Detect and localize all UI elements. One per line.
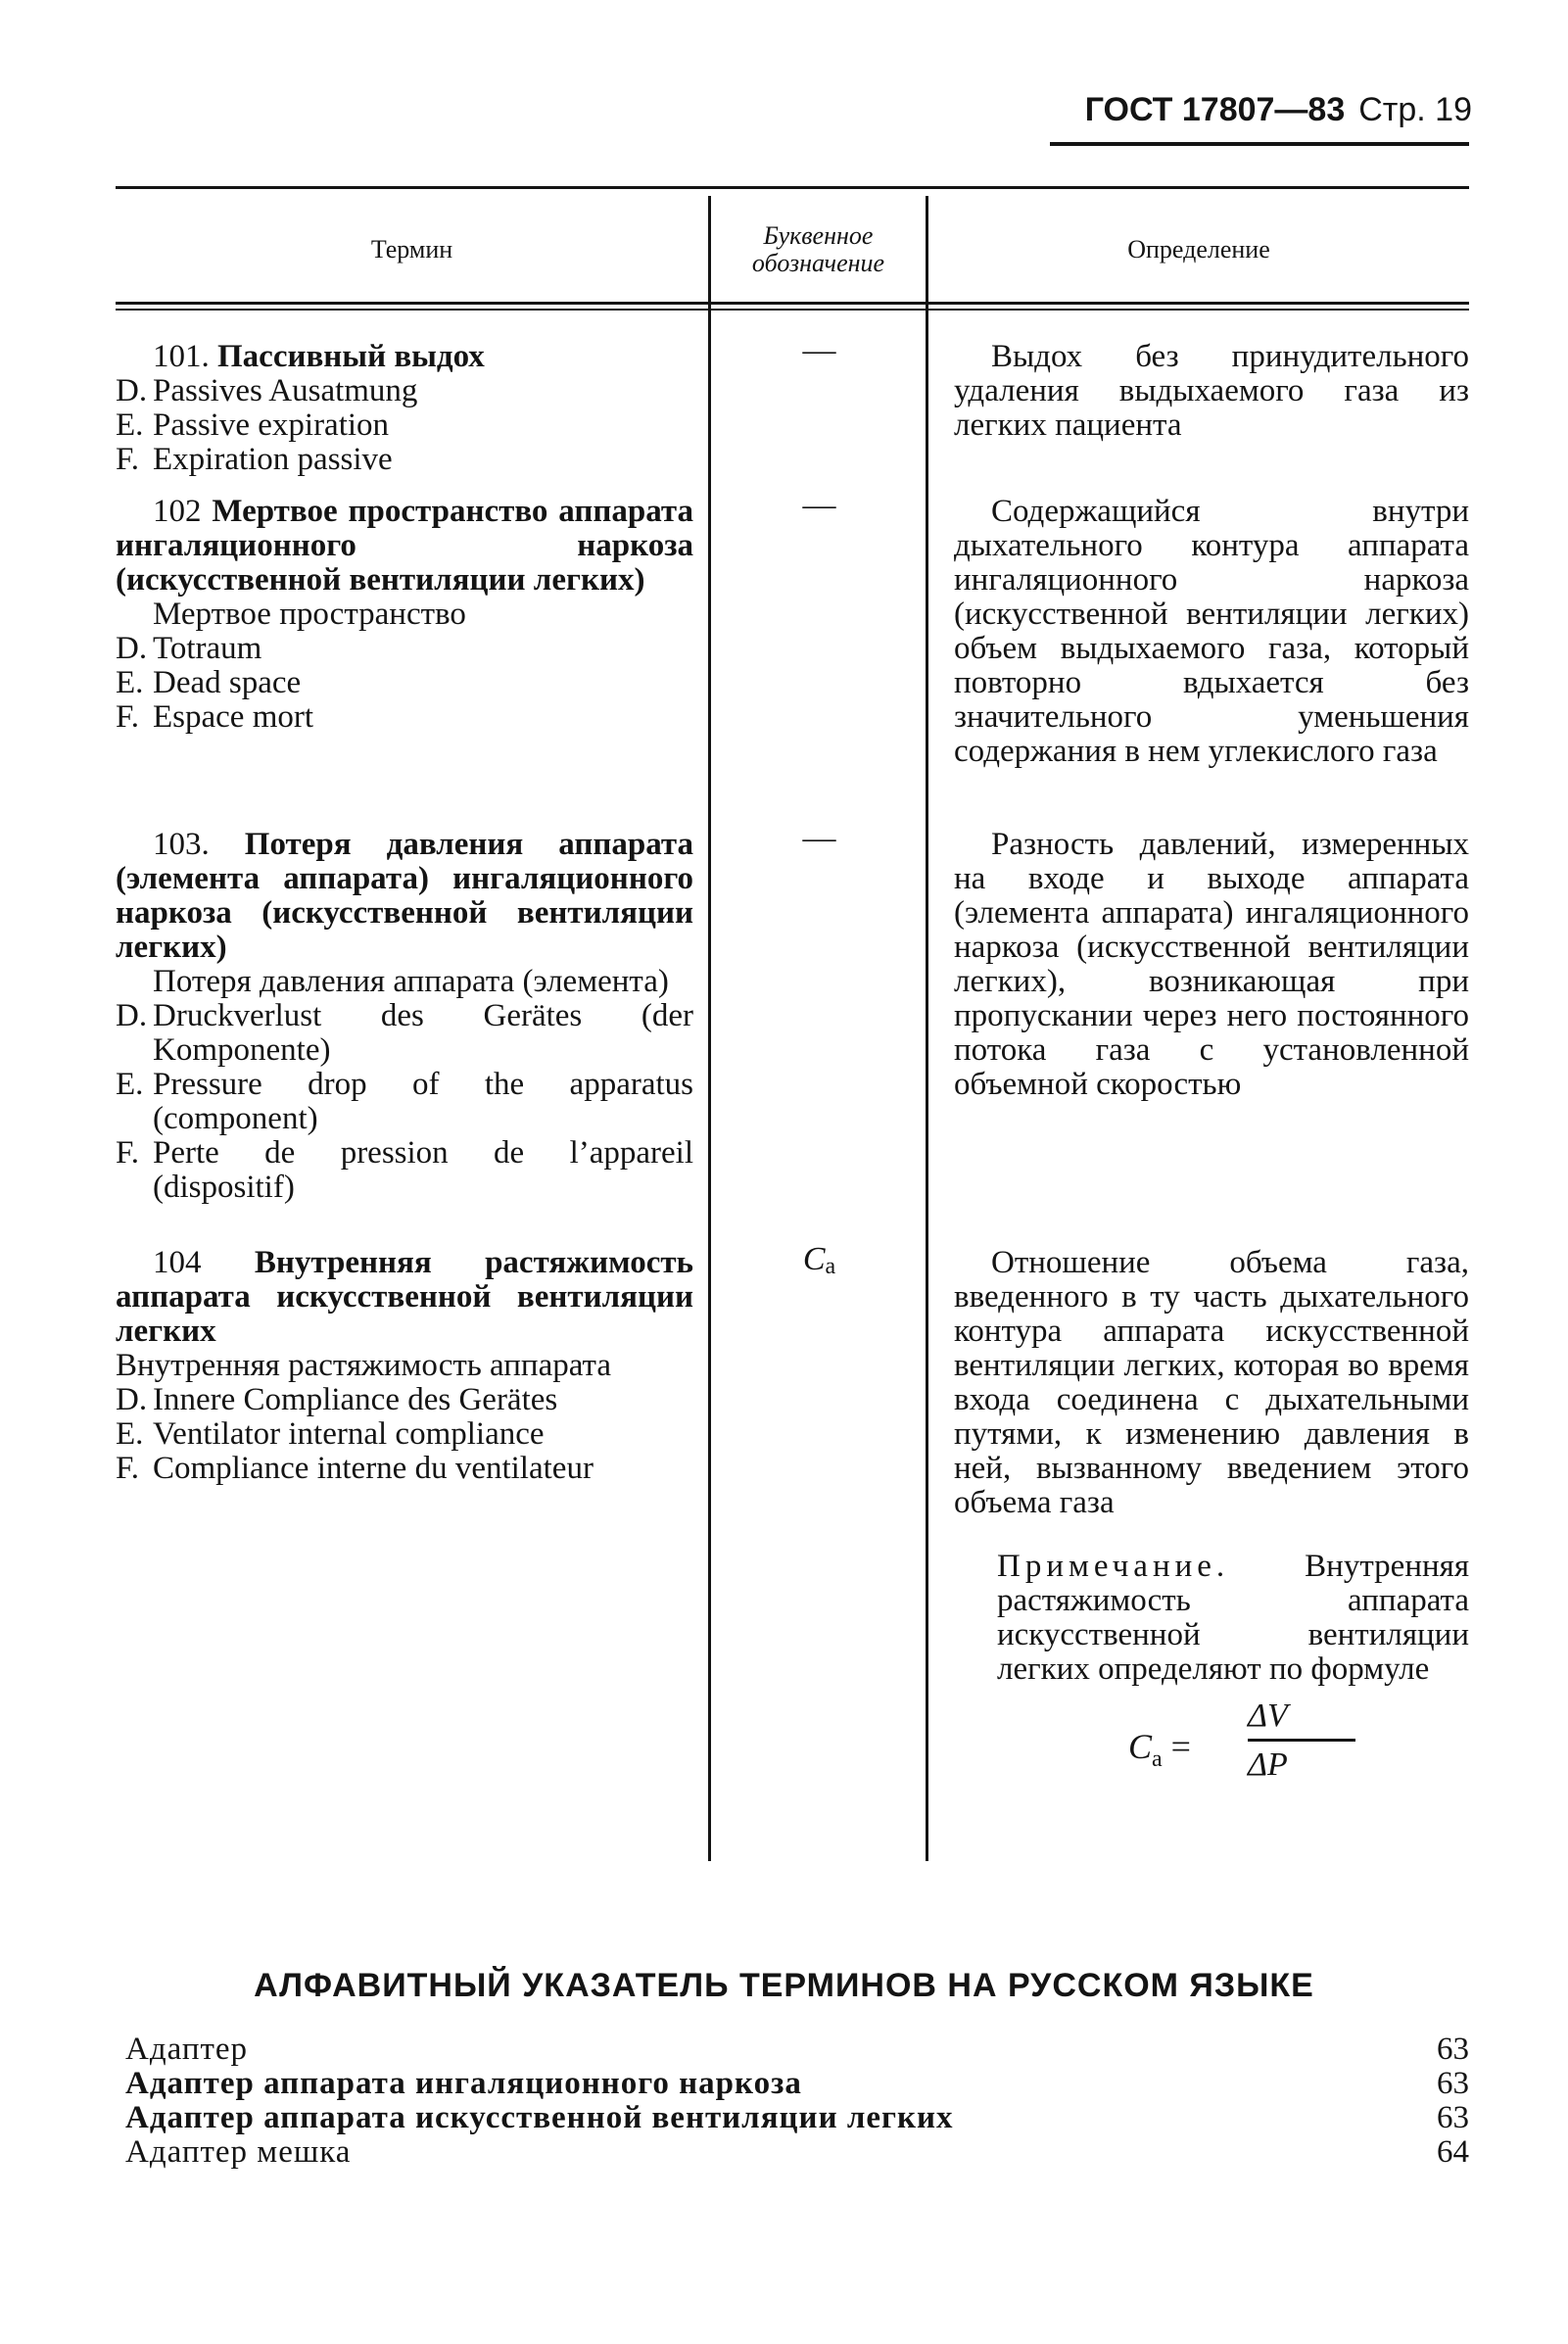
page-number: Стр. 19 <box>1358 91 1472 128</box>
translation-text: Pressure drop of the apparatus (component) <box>153 1067 693 1136</box>
lang-code: F. <box>116 699 139 735</box>
translation-text: Compliance interne du ventilateur <box>153 1451 594 1486</box>
header-term: Термин <box>370 235 453 263</box>
formula-lhs <box>1128 1727 1191 1777</box>
note-label: Примечание. <box>997 1549 1230 1584</box>
index-title: АЛФАВИТНЫЙ УКАЗАТЕЛЬ ТЕРМИНОВ НА РУССКОМ ЯЗЫКЕ <box>254 1967 1314 2004</box>
term-title: Потеря давления аппарата (элемента аппарата) ингаляционного наркоза (искусственной вентиляции легких) <box>116 827 694 965</box>
term-synonym: Внутренняя растяжимость аппарата <box>116 1348 612 1383</box>
term-number: 101. <box>153 339 210 374</box>
lang-code: F. <box>116 1135 139 1171</box>
term-101 <box>116 340 693 477</box>
lang-code: E. <box>116 1416 144 1452</box>
term-104 <box>116 1246 693 1486</box>
term-synonym: Потеря давления аппарата (элемента) <box>153 964 669 999</box>
definition-103: Разность давлений, измеренных на входе и выходе аппарата (элемента аппарата) ингаляционного наркоза (искусственной вентиляции легких), возникающая при пропускании через него постоянного потока газа с установленной объемной скоростью <box>954 827 1469 1102</box>
translation-text: Passive expiration <box>153 407 390 443</box>
formula-denominator: ΔP <box>1248 1746 1288 1783</box>
formula-fraction <box>1248 1698 1355 1782</box>
translation-text: Passives Ausatmung <box>153 373 418 408</box>
index-page: 63 <box>1437 2100 1469 2135</box>
translation-text: Perte de pression de l’appareil (dispositif) <box>153 1135 693 1205</box>
lang-code: E. <box>116 407 144 443</box>
formula <box>954 1698 1469 1796</box>
header-symbol: Буквенное обозначение <box>751 221 885 277</box>
index-page: 63 <box>1437 2066 1469 2101</box>
table-top-rule <box>116 186 1469 189</box>
lang-code: F. <box>116 1451 139 1486</box>
term-103 <box>116 828 693 1205</box>
symbol-104 <box>713 1242 926 1284</box>
definition-text: Отношение объема газа, введенного в ту часть дыхательного контура аппарата искусственной вентиляции легких, которая во время входа соединена с дыхательными путями, к изменению давления в ней, вызванному введением этого объема газа <box>954 1245 1469 1520</box>
terms-table <box>116 186 1469 1866</box>
formula-equals: = <box>1170 1727 1191 1766</box>
lang-code: E. <box>116 665 144 700</box>
index-term: Адаптер аппарата ингаляционного наркоза <box>125 2066 802 2101</box>
index-item <box>125 2135 1469 2170</box>
header-definition: Определение <box>1127 235 1270 263</box>
index-item <box>125 2033 1469 2067</box>
lang-code: D. <box>116 631 148 666</box>
translation-text: Druckverlust des Gerätes (der Komponente) <box>153 998 693 1068</box>
formula-lhs-subscript: a <box>1152 1746 1163 1773</box>
column-divider <box>926 196 928 1861</box>
note-text: Внутренняя растяжимость аппарата искусственной вентиляции легких определяют по формуле <box>997 1549 1469 1687</box>
translation-text: Innere Compliance des Gerätes <box>153 1382 558 1417</box>
translation-text: Ventilator internal compliance <box>153 1416 545 1452</box>
index-term: Адаптер <box>125 2032 249 2067</box>
lang-code: D. <box>116 998 148 1033</box>
lang-code: E. <box>116 1067 144 1102</box>
definition-104 <box>954 1246 1469 1796</box>
term-number: 104 <box>153 1245 202 1280</box>
term-synonym: Мертвое пространство <box>153 597 466 632</box>
symbol-102: — <box>802 487 836 523</box>
page-header <box>1051 91 1472 129</box>
standard-number: ГОСТ 17807—83 <box>1084 91 1346 128</box>
term-title: Внутренняя растяжимость аппарата искусственной вентиляции легких <box>116 1245 694 1349</box>
translation-text: Totraum <box>153 631 262 666</box>
index-page: 63 <box>1437 2032 1469 2067</box>
lang-code: F. <box>116 442 139 477</box>
definition-102: Содержащийся внутри дыхательного контура аппарата ингаляционного наркоза (искусственной вентиляции легких) объем выдыхаемого газа, который повторно вдыхается без значительного уменьшения содержания в нем углекислого газа <box>954 494 1469 769</box>
symbol-ca <box>803 1241 835 1277</box>
index-item <box>125 2067 1469 2101</box>
term-title: Пассивный выдох <box>217 339 485 374</box>
translation-text: Expiration passive <box>153 442 393 477</box>
index-page: 64 <box>1437 2134 1469 2170</box>
symbol-101: — <box>802 332 836 368</box>
index-item <box>125 2101 1469 2135</box>
symbol-103: — <box>802 820 836 856</box>
translation-text: Dead space <box>153 665 302 700</box>
formula-numerator: ΔV <box>1248 1698 1355 1742</box>
definition-note <box>954 1550 1469 1687</box>
lang-code: D. <box>116 1382 148 1417</box>
symbol-base: C <box>802 1241 826 1277</box>
term-number: 103. <box>153 827 210 862</box>
definition-101: Выдох без принудительного удаления выдыхаемого газа из легких пациента <box>954 339 1469 443</box>
term-number: 102 <box>153 494 202 529</box>
index-list <box>125 2033 1469 2170</box>
translation-text: Espace mort <box>153 699 314 735</box>
index-term: Адаптер аппарата искусственной вентиляции легких <box>125 2100 954 2135</box>
header-rule <box>1050 142 1469 146</box>
header-rule-2 <box>116 309 1469 311</box>
column-divider <box>708 196 711 1861</box>
lang-code: D. <box>116 373 148 408</box>
header-rule-1 <box>116 302 1469 305</box>
symbol-subscript: a <box>825 1254 836 1279</box>
term-102 <box>116 495 693 735</box>
formula-lhs-base: C <box>1128 1727 1153 1766</box>
term-title: Мертвое пространство аппарата ингаляционного наркоза (искусственной вентиляции легких) <box>116 494 693 598</box>
index-term: Адаптер мешка <box>125 2134 352 2170</box>
